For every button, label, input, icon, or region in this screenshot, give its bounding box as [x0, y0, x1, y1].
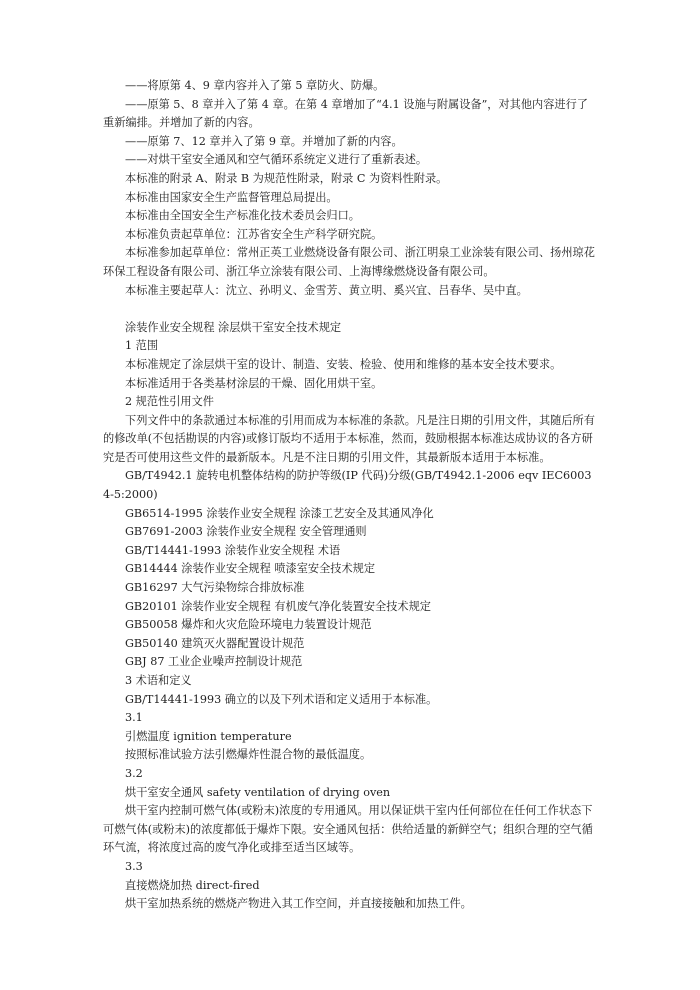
- terms-intro: GB/T14441-1993 确立的以及下列术语和定义适用于本标准。: [125, 692, 438, 706]
- preface-line: 本标准由全国安全生产标准化技术委员会归口。: [125, 209, 360, 223]
- definition-text: 烘干室内控制可燃气体(或粉末)浓度的专用通风。用以保证烘干室内任何部位在任何工作状态下可燃气体(或粉末)的浓度都低于爆炸下限。安全通风包括：供给适量的新鲜空气；组织合理的空气循环气流，将浓度过高的废气净化或排至适当区域等。: [103, 804, 593, 855]
- definition-term: 引燃温度 ignition temperature: [125, 729, 292, 743]
- preface-line: 本标准参加起草单位：常州正英工业燃烧设备有限公司、浙江明泉工业涂装有限公司、扬州琼花环保工程设备有限公司、浙江华立涂装有限公司、上海博缘燃烧设备有限公司。: [103, 246, 595, 278]
- definition-term: 直接燃烧加热 direct-fired: [125, 878, 260, 892]
- preface-line: 本标准由国家安全生产监督管理总局提出。: [125, 190, 338, 204]
- scope-paragraph: 本标准适用于各类基材涂层的干燥、固化用烘干室。: [125, 376, 383, 390]
- reference-item: GBJ 87 工业企业噪声控制设计规范: [125, 655, 303, 669]
- preface-line: 本标准负责起草单位：江苏省安全生产科学研究院。: [125, 227, 383, 241]
- preface-line: 本标准的附录 A、附录 B 为规范性附录，附录 C 为资料性附录。: [125, 171, 448, 185]
- section-heading-scope: 1 范围: [125, 339, 159, 353]
- references-intro: 下列文件中的条款通过本标准的引用而成为本标准的条款。凡是注日期的引用文件，其随后所有的修改单(不包括勘误的内容)或修订版均不适用于本标准，然而，鼓励根据本标准达成协议的各方研究是否可使用这些文件的最新版本。凡是不注日期的引用文件，其最新版本适用于本标准。: [103, 413, 595, 464]
- definition-term: 烘干室安全通风 safety ventilation of drying oven: [125, 785, 391, 799]
- section-heading-references: 2 规范性引用文件: [125, 395, 214, 409]
- reference-item: GB20101 涂装作业安全规程 有机废气净化装置安全技术规定: [125, 599, 431, 613]
- preface-line: ——原第 7、12 章并入了第 9 章。并增加了新的内容。: [125, 134, 403, 148]
- definition-number: 3.1: [125, 711, 143, 725]
- section-gap: [103, 300, 598, 319]
- definition-number: 3.2: [125, 766, 143, 780]
- document-body: [103, 77, 598, 914]
- section-heading-terms: 3 术语和定义: [125, 674, 192, 687]
- reference-item: GB/T14441-1993 涂装作业安全规程 术语: [125, 543, 341, 557]
- scope-paragraph: 本标准规定了涂层烘干室的设计、制造、安装、检验、使用和维修的基本安全技术要求。: [125, 357, 562, 371]
- preface-line: ——对烘干室安全通风和空气循环系统定义进行了重新表述。: [125, 153, 428, 167]
- reference-item: GB50140 建筑灭火器配置设计规范: [125, 636, 305, 650]
- reference-item: GB50058 爆炸和火灾危险环境电力装置设计规范: [125, 618, 372, 632]
- definition-text: 烘干室加热系统的燃烧产物进入其工作空间，并直接接触和加热工件。: [125, 897, 472, 911]
- reference-item: GB/T4942.1 旋转电机整体结构的防护等级(IP 代码)分级(GB/T4942.1-2006 eqv IEC60034-5:2000): [103, 469, 592, 502]
- preface-line: ——原第 5、8 章并入了第 4 章。在第 4 章增加了“4.1 设施与附属设备”，对其他内容进行了重新编排。并增加了新的内容。: [103, 97, 588, 130]
- reference-item: GB7691-2003 涂装作业安全规程 安全管理通则: [125, 525, 367, 539]
- document-title: 涂装作业安全规程 涂层烘干室安全技术规定: [125, 320, 342, 334]
- preface-line: 本标准主要起草人：沈立、孙明义、金雪芳、黄立明、奚兴宜、吕春华、吴中直。: [125, 283, 528, 297]
- definition-text: 按照标准试验方法引燃爆炸性混合物的最低温度。: [125, 748, 372, 762]
- reference-item: GB16297 大气污染物综合排放标准: [125, 581, 305, 595]
- reference-item: GB6514-1995 涂装作业安全规程 涂漆工艺安全及其通风净化: [125, 506, 434, 520]
- definition-number: 3.3: [125, 859, 143, 873]
- reference-item: GB14444 涂装作业安全规程 喷漆室安全技术规定: [125, 562, 376, 576]
- preface-line: ——将原第 4、9 章内容并入了第 5 章防火、防爆。: [125, 79, 385, 92]
